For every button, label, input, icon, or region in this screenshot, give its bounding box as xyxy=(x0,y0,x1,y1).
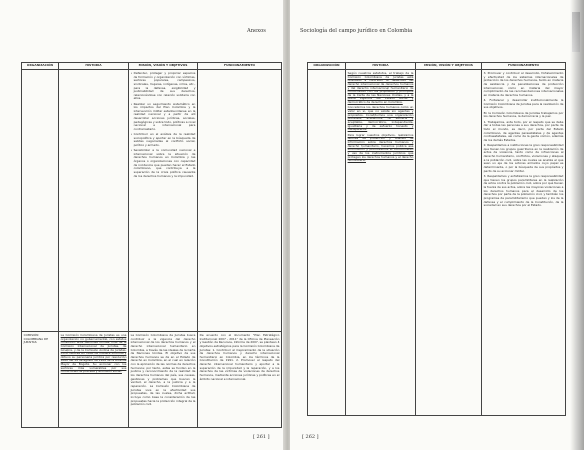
history-paragraph: Para lograr nuestros objetivos, realizamos labores de protección y análisis de información sobre derechos humanos y derecho humanitario, hacemos pública esa información y promovemos el conocimiento y uso de los instrumentos jurídicos que protegen los derechos humanos y el derecho humanitario. xyxy=(347,132,414,163)
cell-functioning xyxy=(198,70,282,332)
column-header-functioning: FUNCIONAMIENTO xyxy=(198,63,282,70)
history-paragraph: Concebimos los derechos humanos como un valor en sí, que no existe sin agentes y propósitos. Constituimos una organización pluralista, académica, no sectaria y aceptable, democrática, independiente, igualitaria y de esfuerzo honesto y transparente. xyxy=(347,105,414,132)
column-header-history: HISTORIA xyxy=(346,63,416,70)
running-head: Sociología del campo jurídico en Colombia xyxy=(300,28,413,34)
list-item: • Realizar un seguimiento sistemático en los impactos del Plan Colombia y la intervención militar estadounidense en la realidad nacional y a partir de allí desarrollar acciones jurídicas, sociales, pedagógicas y sobre todo, políticas a nivel nacional e internacional para contrarrestarlo. xyxy=(131,103,196,132)
column-header-history: HISTORIA xyxy=(59,63,129,70)
list-item: • Contribuir en el análisis de la realidad sociopolítica y aportar en la búsqueda de salidas negociadas al conflicto social, político y armado. xyxy=(131,133,196,148)
table-header-row xyxy=(22,63,282,70)
table-row xyxy=(22,70,282,332)
mission-list xyxy=(131,72,196,179)
table-row xyxy=(22,332,282,428)
cell-history xyxy=(346,70,416,416)
page-edge-shadow xyxy=(570,0,584,450)
column-header-mission: MISIÓN, VISIÓN Y OBJETIVOS xyxy=(416,63,482,70)
cell-history xyxy=(59,332,129,428)
running-head: Anexos xyxy=(247,28,266,34)
page-number: [ 261 ] xyxy=(253,434,270,440)
cell-mission xyxy=(416,70,482,416)
list-item: • Sensibilizar a la comunidad nacional e internacional sobre la situación de derechos humanos en Colombia y las órganos o organizaciones con capacidad de incidencia que puedan hacer el Estado colombiano, que contribuya a la superación de la crisis política causante de los derechos humanos y la impunidad. xyxy=(131,149,196,178)
cell-functioning: De acuerdo con el documento "Plan Estratégico Institucional 2007 - 2011" de la Oficina de Planeación y Gestión de Recursos, Informe de 2007, se plantean 4 objetivos estratégicos para la Comisión Colombiana de Juristas: 1. Contribuir al mejoramiento de la situación de derechos humanos y derecho internacional humanitario en Colombia, en los términos de la Constitución de 1991. 2. Promover el respeto del derecho internacional humanitario y aportar a la superación de la impunidad y la reparación, y a los derechos de las víctimas de violaciones de derechos humanos, mediante acciones jurídicas y políticas en el ámbito nacional e internacional. xyxy=(198,332,282,428)
functioning-paragraph: 3. Respaldamos y enfatizamos la gran responsabilidad que tienen los grupos paramilitares en la realización de actos contra la población civil, sobre por qué tienen la fuerza de sus actos, sobre las mayores violaciones a los derechos humanos para el desarrollo de los derechos por parte de la población civil, y también los programas de paramilitarismo que puedan y los de la defensa y el cumplimiento de la Constitución, de la sociedad en sus derechos por el Estado. xyxy=(483,173,564,208)
column-header-mission: MISIÓN, VISIÓN Y OBJETIVOS xyxy=(129,63,198,70)
cell-organization xyxy=(308,70,346,416)
functioning-paragraph: 4. Fortalecer y desarrollar institucionalmente la Comisión Colombiana de Juristas para la realización de sus objetivos. xyxy=(483,98,564,110)
history-paragraph: Según nuestros estatutos, el trabajo de la Comisión Colombiana de Juristas está orientado a contribuir al desarrollo del derecho internacional de derechos humanos y del derecho internacional humanitario de conformidad con los propósitos y principios de la Carta de las Naciones Unidas, y a la plena vigencia del Estado social y democrático de derecho en Colombia. xyxy=(347,70,414,105)
column-header-organization: ORGANIZACIÓN xyxy=(22,63,59,70)
column-header-organization: ORGANIZACIÓN xyxy=(308,63,346,70)
functioning-paragraph: 1. Trabajamos, ante todo, por el respeto que se debe dar a todas las personas a sus derechos, por parte de todo el mundo, es decir, por parte del Estado colombiano, de agentes paraestatales y de agentes contraestatales, así como de la gente común, además de los demás Estados. xyxy=(483,119,564,142)
list-item: • Defender, proteger y propiciar espacios de formación y organización con víctimas, sectores populares, campesinos, sindicales, mujeres, indígenas, niños, etc., para la defensa, exigibilidad y justiciabilidad de sus derechos, relacionándose con relación solidaria con ellos. xyxy=(131,72,196,101)
table-header-row xyxy=(308,63,566,70)
table-row xyxy=(308,70,566,416)
organizations-table xyxy=(21,62,282,428)
cell-functioning xyxy=(482,70,566,416)
cell-organization: COMISIÓN COLOMBIANA DE JURISTAS xyxy=(22,332,59,428)
page-number: [ 262 ] xyxy=(302,434,319,440)
cell-mission: La Comisión Colombiana de Juristas busca contribuir a la vigencia del derecho internacional de los derechos humanos y el derecho internacional humanitario en Colombia, a través de las ideales de la Carta de Naciones Unidas. El objetivo de sus derechos humanos se da en el Estado de derecho en Colombia, en el cual en relación con la aplicación de las normas de derechos humanos; por tanto, estas se fundan en la justicia y reconocimiento de la realidad de los derechos humanos del país, sus causas, gestiones y problemas que buscan la verdad, el derecho, a la justicia y a la reparación. La Comisión Colombiana de Juristas vive en la efectividad sus propuestas, de las cuales, dicha actitud, incluye como base la consideración de las propuestas hacia la protección integral de la población civil. xyxy=(129,332,198,428)
left-page xyxy=(0,0,285,450)
organizations-table xyxy=(307,62,566,416)
cell-organization xyxy=(22,70,59,332)
functioning-paragraph: 2. Respaldamos a instituciones la gran responsabilidad que tienen los grupos guerrilleros en la realización de actos de violencia, tanto como de infracciones al derecho humanitario, conflictos, violaciones y ataques a la población civil, sobre las cuales se analiza el que sean un eje de los actores armados cuyo papel es determinante, o por la búsqueda de sus propósitos y pacto de su accionar militar. xyxy=(483,143,564,173)
cell-history xyxy=(59,70,129,332)
functioning-paragraph: En la Comisión Colombiana de Juristas trabajamos por los derechos humanos, la democracia y la paz. xyxy=(483,110,564,119)
history-text: La Comisión Colombiana de Juristas es una organización no gubernamental, con estatus consultivo ante Naciones Unidas, filial de la Comisión Internacional de Juristas, de Ginebra, y de la Comisión Andina de Juristas. Inició labores en 1988 de manera informal y obtuvo su personería jurídica por resolución 1060 del 19 de agosto de 1988 de la Alcaldía Mayor de Bogotá. Su accionar con los sectores más vulnerables por sus condiciones de pobreza y exclusión social. xyxy=(60,332,127,374)
right-page xyxy=(290,0,584,450)
column-header-functioning: FUNCIONAMIENTO xyxy=(482,63,566,70)
cell-mission xyxy=(129,70,198,332)
functioning-paragraph: 3. Promover y contribuir al desarrollo, fortalecimiento y efectividad de los sistemas internacionales de protección de los derechos humanos, tanto en materia de asistencia y de penalizaciones de protección internacional, como en materia del mayor cumplimiento de las recomendaciones internacionales en materia de derechos humanos. xyxy=(483,70,564,97)
